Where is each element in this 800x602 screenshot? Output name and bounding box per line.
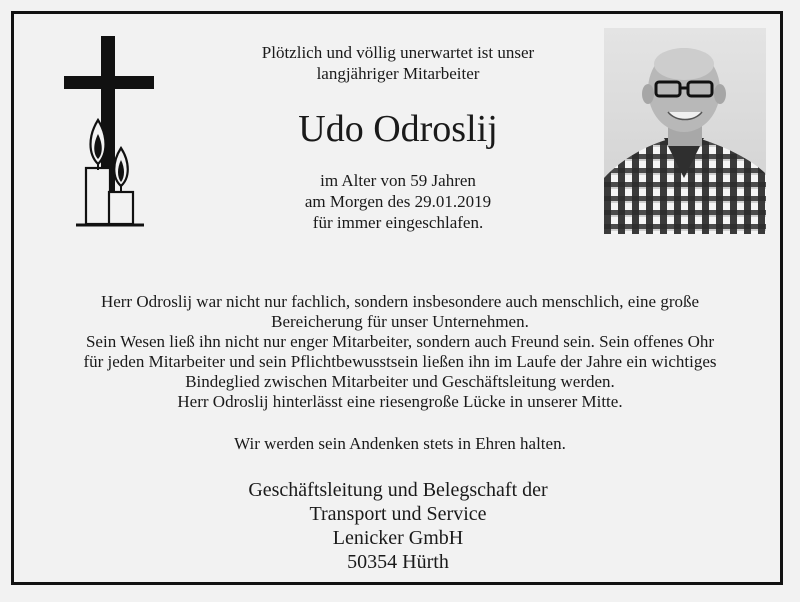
portrait-photo <box>604 28 766 234</box>
intro-text <box>200 42 596 84</box>
signature-block <box>120 478 676 574</box>
tribute-line: Bereicherung für unser Unternehmen. <box>271 312 529 331</box>
tribute-line: Herr Odroslij war nicht nur fachlich, sondern insbesondere auch menschlich, eine große <box>100 292 700 311</box>
tribute-line: Herr Odroslij hinterlässt eine riesengroße Lücke in unserer Mitte. <box>177 392 623 411</box>
signature-line: Lenicker GmbH <box>332 527 464 549</box>
intro-line: langjähriger Mitarbeiter <box>316 64 480 83</box>
cross-with-candles-icon <box>62 36 156 232</box>
detail-line: im Alter von 59 Jahren <box>320 171 476 190</box>
tribute-line: Bindeglied zwischen Mitarbeiter und Geschäftsleitung werden. <box>185 372 615 391</box>
signature-line: Geschäftsleitung und Belegschaft der <box>248 479 548 501</box>
detail-line: am Morgen des 29.01.2019 <box>304 192 492 211</box>
signature-line: Transport und Service <box>309 503 487 525</box>
tribute-line: Sein Wesen ließ ihn nicht nur enger Mitarbeiter, sondern auch Freund sein. Sein offenes Ohr <box>85 332 715 351</box>
signature-line: 50354 Hürth <box>347 551 449 573</box>
intro-line: Plötzlich und völlig unerwartet ist unser <box>261 43 535 62</box>
death-details <box>200 170 596 233</box>
tribute-text <box>20 292 780 412</box>
detail-line: für immer eingeschlafen. <box>312 213 484 232</box>
closing-line: Wir werden sein Andenken stets in Ehren halten. <box>234 434 566 453</box>
tribute-line: für jeden Mitarbeiter und sein Pflichtbewusstsein ließen ihn im Laufe der Jahre ein wichtiges <box>83 352 717 371</box>
deceased-name: Udo Odroslij <box>298 108 498 150</box>
